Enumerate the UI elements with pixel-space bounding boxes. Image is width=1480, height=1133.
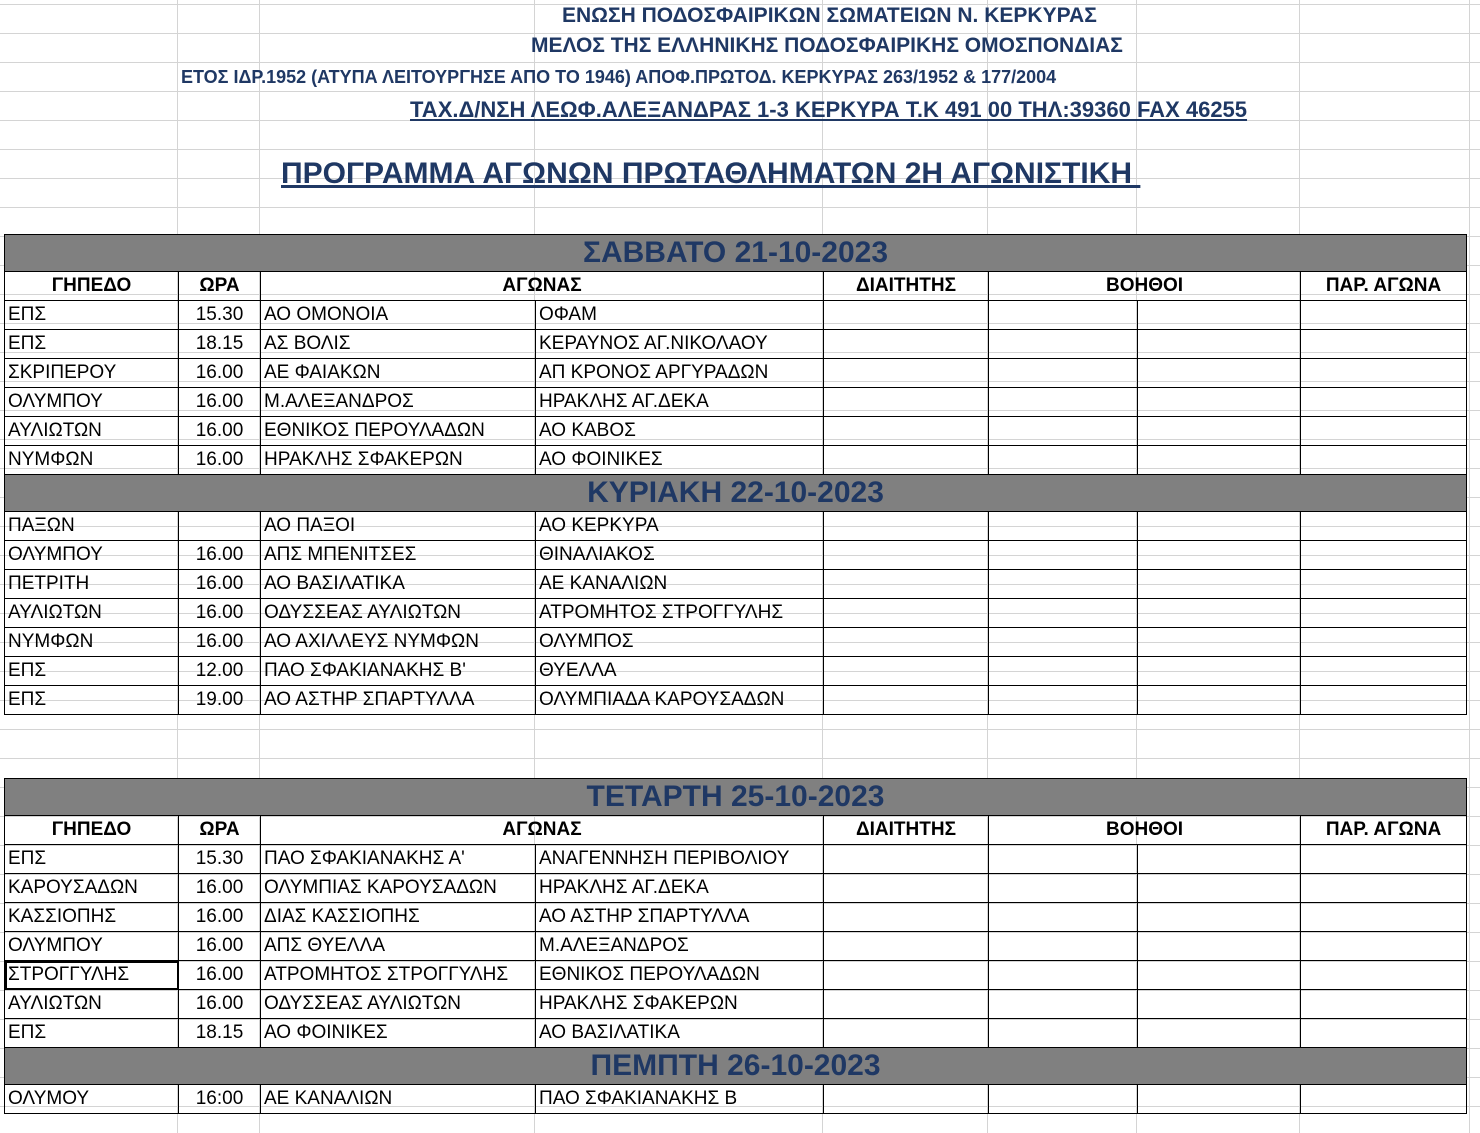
away-team-cell[interactable]: ΑΝΑΓΕΝΝΗΣΗ ΠΕΡΙΒΟΛΙΟΥ [536,845,824,874]
day-header-row [5,475,1467,512]
venue-cell[interactable]: ΟΛΥΜΟΥ [5,1085,179,1114]
venue-cell[interactable]: ΟΛΥΜΠΟΥ [5,541,179,570]
away-team-cell[interactable]: ΟΛΥΜΠΙΑΔΑ ΚΑΡΟΥΣΑΔΩΝ [536,686,824,715]
venue-cell[interactable]: ΑΥΛΙΩΤΩΝ [5,599,179,628]
referee-cell[interactable] [824,990,989,1019]
referee-cell[interactable] [824,628,989,657]
assistant1-cell[interactable] [989,961,1138,990]
col-venue-header[interactable]: ΓΗΠΕΔΟ [5,272,179,301]
assistant1-cell[interactable] [989,903,1138,932]
federation-membership: ΜΕΛΟΣ ΤΗΣ ΕΛΛΗΝΙΚΗΣ ΠΟΔΟΣΦΑΙΡΙΚΗΣ ΟΜΟΣΠΟΝΔΙΑΣ [531,34,1123,57]
gridline-horizontal [0,149,1480,150]
referee-cell[interactable] [824,686,989,715]
assistant1-cell[interactable] [989,417,1138,446]
col-referee-header[interactable]: ΔΙΑΙΤΗΤΗΣ [824,816,989,845]
time-cell[interactable]: 16.00 [179,388,261,417]
match-row [5,628,1467,657]
time-cell[interactable]: 15.30 [179,301,261,330]
home-team-cell[interactable]: ΑΟ ΦΟΙΝΙΚΕΣ [261,1019,536,1048]
col-time-header[interactable]: ΩΡΑ [179,816,261,845]
day-label[interactable]: ΚΥΡΙΑΚΗ 22-10-2023 [5,475,1467,512]
time-cell[interactable]: 16.00 [179,446,261,475]
home-team-cell[interactable]: ΔΙΑΣ ΚΑΣΣΙΟΠΗΣ [261,903,536,932]
venue-cell[interactable]: ΚΑΣΣΙΟΠΗΣ [5,903,179,932]
col-observer-header[interactable]: ΠΑΡ. ΑΓΩΝΑ [1301,816,1467,845]
home-team-cell[interactable]: ΑΟ ΑΧΙΛΛΕΥΣ ΝΥΜΦΩΝ [261,628,536,657]
home-team-cell[interactable]: ΟΔΥΣΣΕΑΣ ΑΥΛΙΩΤΩΝ [261,599,536,628]
time-cell[interactable]: 16.00 [179,903,261,932]
time-cell[interactable]: 18.15 [179,1019,261,1048]
assistant2-cell[interactable] [1138,990,1301,1019]
assistant2-cell[interactable] [1138,961,1301,990]
col-time-header[interactable]: ΩΡΑ [179,272,261,301]
home-team-cell[interactable]: ΑΟ ΠΑΞΟΙ [261,512,536,541]
col-assistants-header[interactable]: ΒΟΗΘΟΙ [989,816,1301,845]
referee-cell[interactable] [824,657,989,686]
away-team-cell[interactable]: ΑΟ ΚΕΡΚΥΡΑ [536,512,824,541]
time-cell[interactable]: 16.00 [179,570,261,599]
referee-cell[interactable] [824,541,989,570]
venue-cell[interactable]: ΚΑΡΟΥΣΑΔΩΝ [5,874,179,903]
match-row [5,932,1467,961]
assistant2-cell[interactable] [1138,570,1301,599]
assistant1-cell[interactable] [989,845,1138,874]
assistant2-cell[interactable] [1138,874,1301,903]
assistant2-cell[interactable] [1138,599,1301,628]
referee-cell[interactable] [824,1085,989,1114]
away-team-cell[interactable]: ΗΡΑΚΛΗΣ ΑΓ.ΔΕΚΑ [536,874,824,903]
referee-cell[interactable] [824,330,989,359]
assistant1-cell[interactable] [989,330,1138,359]
away-team-cell[interactable]: Μ.ΑΛΕΞΑΝΔΡΟΣ [536,932,824,961]
day-label[interactable]: ΤΕΤΑΡΤΗ 25-10-2023 [5,779,1467,816]
referee-cell[interactable] [824,961,989,990]
col-observer-header[interactable]: ΠΑΡ. ΑΓΩΝΑ [1301,272,1467,301]
observer-cell[interactable] [1301,330,1467,359]
observer-cell[interactable] [1301,990,1467,1019]
assistant1-cell[interactable] [989,686,1138,715]
col-venue-header[interactable]: ΓΗΠΕΔΟ [5,816,179,845]
away-team-cell[interactable]: ΚΕΡΑΥΝΟΣ ΑΓ.ΝΙΚΟΛΑΟΥ [536,330,824,359]
home-team-cell[interactable]: Μ.ΑΛΕΞΑΝΔΡΟΣ [261,388,536,417]
venue-cell[interactable]: ΑΥΛΙΩΤΩΝ [5,990,179,1019]
column-header-row [5,816,1467,845]
federation-name: ΕΝΩΣΗ ΠΟΔΟΣΦΑΙΡΙΚΩΝ ΣΩΜΑΤΕΙΩΝ Ν. ΚΕΡΚΥΡΑΣ [562,4,1097,27]
time-cell[interactable]: 19.00 [179,686,261,715]
assistant1-cell[interactable] [989,1085,1138,1114]
referee-cell[interactable] [824,417,989,446]
away-team-cell[interactable]: ΘΙΝΑΛΙΑΚΟΣ [536,541,824,570]
match-row [5,301,1467,330]
home-team-cell[interactable]: ΟΔΥΣΣΕΑΣ ΑΥΛΙΩΤΩΝ [261,990,536,1019]
venue-cell[interactable]: ΠΕΤΡΙΤΗ [5,570,179,599]
time-cell[interactable]: 15.30 [179,845,261,874]
day-header-row [5,1048,1467,1085]
referee-cell[interactable] [824,845,989,874]
time-cell[interactable]: 16.00 [179,961,261,990]
gridline-horizontal [0,62,1480,63]
referee-cell[interactable] [824,359,989,388]
time-cell[interactable]: 18.15 [179,330,261,359]
assistant1-cell[interactable] [989,359,1138,388]
referee-cell[interactable] [824,903,989,932]
referee-cell[interactable] [824,932,989,961]
col-referee-header[interactable]: ΔΙΑΙΤΗΤΗΣ [824,272,989,301]
away-team-cell[interactable]: ΘΥΕΛΛΑ [536,657,824,686]
day-label[interactable]: ΣΑΒΒΑΤΟ 21-10-2023 [5,235,1467,272]
observer-cell[interactable] [1301,686,1467,715]
observer-cell[interactable] [1301,570,1467,599]
observer-cell[interactable] [1301,512,1467,541]
match-row [5,570,1467,599]
referee-cell[interactable] [824,1019,989,1048]
observer-cell[interactable] [1301,932,1467,961]
venue-cell[interactable]: ΣΚΡΙΠΕΡΟΥ [5,359,179,388]
away-team-cell[interactable]: ΕΘΝΙΚΟΣ ΠΕΡΟΥΛΑΔΩΝ [536,961,824,990]
match-row [5,541,1467,570]
gridline-horizontal [0,758,1480,759]
match-row [5,903,1467,932]
assistant1-cell[interactable] [989,932,1138,961]
assistant2-cell[interactable] [1138,657,1301,686]
observer-cell[interactable] [1301,599,1467,628]
assistant1-cell[interactable] [989,599,1138,628]
match-row [5,1019,1467,1048]
assistant2-cell[interactable] [1138,932,1301,961]
time-cell[interactable]: 12.00 [179,657,261,686]
away-team-cell[interactable]: ΑΟ ΒΑΣΙΛΑΤΙΚΑ [536,1019,824,1048]
match-row [5,330,1467,359]
away-team-cell[interactable]: ΑΟ ΦΟΙΝΙΚΕΣ [536,446,824,475]
referee-cell[interactable] [824,301,989,330]
match-row [5,990,1467,1019]
assistant2-cell[interactable] [1138,330,1301,359]
home-team-cell[interactable]: ΑΕ ΦΑΙΑΚΩΝ [261,359,536,388]
time-cell[interactable]: 16.00 [179,932,261,961]
assistant2-cell[interactable] [1138,903,1301,932]
home-team-cell[interactable]: ΑΠΣ ΘΥΕΛΛΑ [261,932,536,961]
venue-cell[interactable]: ΝΥΜΦΩΝ [5,628,179,657]
time-cell[interactable]: 16.00 [179,541,261,570]
observer-cell[interactable] [1301,657,1467,686]
home-team-cell[interactable]: ΑΣ ΒΟΛΙΣ [261,330,536,359]
venue-cell[interactable]: ΕΠΣ [5,301,179,330]
away-team-cell[interactable]: ΗΡΑΚΛΗΣ ΣΦΑΚΕΡΩΝ [536,990,824,1019]
venue-cell[interactable]: ΕΠΣ [5,686,179,715]
assistant1-cell[interactable] [989,990,1138,1019]
venue-cell[interactable]: ΟΛΥΜΠΟΥ [5,388,179,417]
observer-cell[interactable] [1301,301,1467,330]
venue-cell[interactable]: ΑΥΛΙΩΤΩΝ [5,417,179,446]
observer-cell[interactable] [1301,874,1467,903]
gridline-horizontal [0,729,1480,730]
observer-cell[interactable] [1301,388,1467,417]
match-row [5,1085,1467,1114]
time-cell[interactable]: 16:00 [179,1085,261,1114]
away-team-cell[interactable]: ΑΟ ΑΣΤΗΡ ΣΠΑΡΤΥΛΛΑ [536,903,824,932]
assistant1-cell[interactable] [989,628,1138,657]
day-header-row [5,235,1467,272]
venue-cell[interactable]: ΕΠΣ [5,657,179,686]
match-row [5,599,1467,628]
observer-cell[interactable] [1301,1019,1467,1048]
match-row [5,446,1467,475]
assistant2-cell[interactable] [1138,417,1301,446]
venue-cell[interactable]: ΣΤΡΟΓΓΥΛΗΣ [5,961,179,990]
home-team-cell[interactable]: ΑΤΡΟΜΗΤΟΣ ΣΤΡΟΓΓΥΛΗΣ [261,961,536,990]
schedule-table-week1 [4,234,1467,715]
assistant1-cell[interactable] [989,446,1138,475]
assistant1-cell[interactable] [989,512,1138,541]
away-team-cell[interactable]: ΗΡΑΚΛΗΣ ΑΓ.ΔΕΚΑ [536,388,824,417]
referee-cell[interactable] [824,599,989,628]
gridline-horizontal [0,91,1480,92]
away-team-cell[interactable]: ΑΤΡΟΜΗΤΟΣ ΣΤΡΟΓΓΥΛΗΣ [536,599,824,628]
referee-cell[interactable] [824,570,989,599]
col-match-header[interactable]: ΑΓΩΝΑΣ [261,272,824,301]
assistant1-cell[interactable] [989,301,1138,330]
assistant2-cell[interactable] [1138,541,1301,570]
home-team-cell[interactable]: ΑΟ ΑΣΤΗΡ ΣΠΑΡΤΥΛΛΑ [261,686,536,715]
observer-cell[interactable] [1301,628,1467,657]
assistant1-cell[interactable] [989,874,1138,903]
venue-cell[interactable]: ΠΑΞΩΝ [5,512,179,541]
time-cell[interactable]: 16.00 [179,990,261,1019]
away-team-cell[interactable]: ΑΕ ΚΑΝΑΛΙΩΝ [536,570,824,599]
match-row [5,359,1467,388]
time-cell[interactable]: 16.00 [179,628,261,657]
assistant2-cell[interactable] [1138,301,1301,330]
home-team-cell[interactable]: ΠΑΟ ΣΦΑΚΙΑΝΑΚΗΣ Β' [261,657,536,686]
col-assistants-header[interactable]: ΒΟΗΘΟΙ [989,272,1301,301]
assistant1-cell[interactable] [989,657,1138,686]
assistant2-cell[interactable] [1138,1085,1301,1114]
home-team-cell[interactable]: ΟΛΥΜΠΙΑΣ ΚΑΡΟΥΣΑΔΩΝ [261,874,536,903]
venue-cell[interactable]: ΕΠΣ [5,330,179,359]
away-team-cell[interactable]: ΑΠ ΚΡΟΝΟΣ ΑΡΓΥΡΑΔΩΝ [536,359,824,388]
assistant1-cell[interactable] [989,570,1138,599]
assistant2-cell[interactable] [1138,845,1301,874]
day-header-row [5,779,1467,816]
assistant2-cell[interactable] [1138,1019,1301,1048]
time-cell[interactable]: 16.00 [179,417,261,446]
venue-cell[interactable]: ΝΥΜΦΩΝ [5,446,179,475]
home-team-cell[interactable]: ΕΘΝΙΚΟΣ ΠΕΡΟΥΛΑΔΩΝ [261,417,536,446]
match-row [5,657,1467,686]
assistant1-cell[interactable] [989,388,1138,417]
day-label[interactable]: ΠΕΜΠΤΗ 26-10-2023 [5,1048,1467,1085]
assistant1-cell[interactable] [989,1019,1138,1048]
match-row [5,961,1467,990]
observer-cell[interactable] [1301,903,1467,932]
away-team-cell[interactable]: ΟΦΑΜ [536,301,824,330]
page-title: ΠΡΟΓΡΑΜΜΑ ΑΓΩΝΩΝ ΠΡΩΤΑΘΛΗΜΑΤΩΝ 2Η ΑΓΩΝΙΣΤΙΚΗ [281,157,1141,190]
away-team-cell[interactable]: ΑΟ ΚΑΒΟΣ [536,417,824,446]
home-team-cell[interactable]: ΑΟ ΟΜΟΝΟΙΑ [261,301,536,330]
observer-cell[interactable] [1301,1085,1467,1114]
observer-cell[interactable] [1301,359,1467,388]
column-header-row [5,272,1467,301]
match-row [5,874,1467,903]
col-match-header[interactable]: ΑΓΩΝΑΣ [261,816,824,845]
observer-cell[interactable] [1301,417,1467,446]
away-team-cell[interactable]: ΟΛΥΜΠΟΣ [536,628,824,657]
time-cell[interactable]: 16.00 [179,874,261,903]
gridline-vertical [1469,0,1470,1133]
home-team-cell[interactable]: ΠΑΟ ΣΦΑΚΙΑΝΑΚΗΣ Α' [261,845,536,874]
federation-address: ΤΑΧ.Δ/ΝΣΗ ΛΕΩΦ.ΑΛΕΞΑΝΔΡΑΣ 1-3 ΚΕΡΚΥΡΑ Τ.Κ 491 00 ΤΗΛ:39360 FAX 46255 [410,97,1248,122]
home-team-cell[interactable]: ΑΟ ΒΑΣΙΛΑΤΙΚΑ [261,570,536,599]
match-row [5,417,1467,446]
referee-cell[interactable] [824,446,989,475]
schedule-table-week2 [4,778,1467,1114]
home-team-cell[interactable]: ΗΡΑΚΛΗΣ ΣΦΑΚΕΡΩΝ [261,446,536,475]
match-row [5,512,1467,541]
referee-cell[interactable] [824,874,989,903]
venue-cell[interactable]: ΕΠΣ [5,845,179,874]
venue-cell[interactable]: ΕΠΣ [5,1019,179,1048]
assistant2-cell[interactable] [1138,686,1301,715]
home-team-cell[interactable]: ΑΠΣ ΜΠΕΝΙΤΣΕΣ [261,541,536,570]
gridline-horizontal [0,207,1480,208]
referee-cell[interactable] [824,512,989,541]
time-cell[interactable]: 16.00 [179,599,261,628]
time-cell[interactable]: 16.00 [179,359,261,388]
referee-cell[interactable] [824,388,989,417]
observer-cell[interactable] [1301,446,1467,475]
assistant2-cell[interactable] [1138,512,1301,541]
match-row [5,845,1467,874]
assistant2-cell[interactable] [1138,388,1301,417]
home-team-cell[interactable]: ΑΕ ΚΑΝΑΛΙΩΝ [261,1085,536,1114]
observer-cell[interactable] [1301,541,1467,570]
away-team-cell[interactable]: ΠΑΟ ΣΦΑΚΙΑΝΑΚΗΣ Β [536,1085,824,1114]
assistant1-cell[interactable] [989,541,1138,570]
match-row [5,388,1467,417]
match-row [5,686,1467,715]
assistant2-cell[interactable] [1138,628,1301,657]
time-cell[interactable] [179,512,261,541]
venue-cell[interactable]: ΟΛΥΜΠΟΥ [5,932,179,961]
assistant2-cell[interactable] [1138,359,1301,388]
observer-cell[interactable] [1301,961,1467,990]
observer-cell[interactable] [1301,845,1467,874]
federation-founding: ΕΤΟΣ ΙΔΡ.1952 (ΑΤΥΠΑ ΛΕΙΤΟΥΡΓΗΣΕ ΑΠΟ ΤΟ 1946) ΑΠΟΦ.ΠΡΩΤΟΔ. ΚΕΡΚΥΡΑΣ 263/1952 & 177/2004 [181,67,1057,87]
assistant2-cell[interactable] [1138,446,1301,475]
